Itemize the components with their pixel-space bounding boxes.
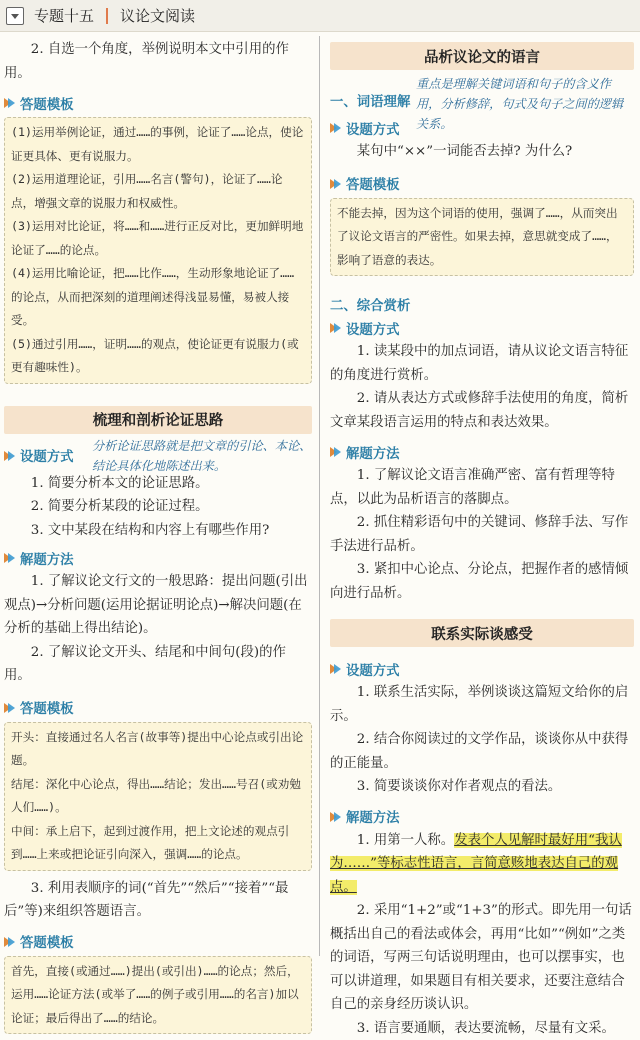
section-band-feeling: 联系实际谈感受 xyxy=(330,619,634,647)
ask-item: 3. 文中某段在结构和内容上有哪些作用? xyxy=(4,519,312,543)
dropdown-icon[interactable] xyxy=(6,7,24,25)
ask-item: 3. 简要谈谈你对作者观点的看法。 xyxy=(330,775,634,799)
template-item: 结尾：深化中心论点，得出……结论；发出……号召(或劝勉人们……)。 xyxy=(11,773,305,820)
ask-item: 某句中“××”一词能否去掉? 为什么? xyxy=(330,140,634,164)
template-item: (3)运用对比论证，将……和……进行正反对比，更加鲜明地论证了……的论点。 xyxy=(11,215,305,262)
question-2: 2. 自选一个角度，举例说明本文中引用的作用。 xyxy=(4,38,312,85)
section-band-argument: 梳理和剖析论证思路 xyxy=(4,406,312,434)
arrow-icon xyxy=(4,450,16,462)
left-column xyxy=(4,36,312,1034)
column-divider xyxy=(319,36,320,956)
method-heading: 解题方法 xyxy=(330,440,634,464)
sec1-row xyxy=(330,74,634,124)
ask-item: 1. 简要分析本文的论证思路。 xyxy=(4,472,312,496)
method-heading-2: 解题方法 xyxy=(330,805,634,829)
template-heading: 答题模板 xyxy=(330,172,634,196)
section-band-language: 品析议论文的语言 xyxy=(330,42,634,70)
ask-heading-3: 设题方式 xyxy=(330,657,634,681)
template-item: 不能去掉，因为这个词语的使用，强调了……，从而突出了议论文语言的严密性。如果去掉，意思就变成了……，影响了语意的表达。 xyxy=(337,202,627,273)
section-title: 议论文阅读 xyxy=(120,5,195,26)
right-column xyxy=(330,36,634,1040)
template-heading-3: 答题模板 xyxy=(4,930,312,954)
method-item: 3. 紧扣中心论点、分论点，把握作者的感情倾向进行品析。 xyxy=(330,558,634,605)
template-box-language xyxy=(330,198,634,277)
title-separator xyxy=(106,8,108,24)
template-heading-2: 答题模板 xyxy=(4,696,312,720)
handwritten-note: 分析论证思路就是把文章的引论、本论、结论具体化地陈述出来。 xyxy=(92,436,314,476)
template-box-1 xyxy=(4,117,312,384)
method-item: 1. 了解议论文语言准确严密、富有哲理等特点，以此为品析语言的落脚点。 xyxy=(330,464,634,511)
template-item: 首先，直接(或通过……)提出(或引出)……的论点；然后，运用……论证方法(或举了……的例子或引用……的名言)加以论证；最后得出了……的结论。 xyxy=(11,960,305,1031)
method-item: 2. 采用“1+2”或“1+3”的形式。即先用一句话概括出自己的看法或体会，再用“比如”“例如”之类的词语，写两三句话说明理由，也可以摆事实，也可以讲道理，如果题目有相关要求，还要注意结合自己的亲身经历谈认识。 xyxy=(330,899,634,1017)
ask-heading: 设题方式 xyxy=(330,116,634,140)
arrow-icon xyxy=(330,663,342,675)
template-item: 开头：直接通过名人名言(故事等)提出中心论点或引出论题。 xyxy=(11,726,305,773)
sub-heading-word: 一、词语理解 xyxy=(330,88,410,112)
template-item: (4)运用比喻论证，把……比作……，生动形象地论证了……的论点，从而把深刻的道理阐述得浅显易懂，易被人接受。 xyxy=(11,262,305,333)
template-item: 中间：承上启下，起到过渡作用，把上文论述的观点引到……上来或把论证引向深入，强调……的论点。 xyxy=(11,820,305,867)
method-item: 2. 抓住精彩语句中的关键词、修辞手法、写作手法进行品析。 xyxy=(330,511,634,558)
arrow-icon xyxy=(330,811,342,823)
method-item xyxy=(330,829,634,900)
method-heading: 解题方法 xyxy=(4,546,312,570)
ask-heading: 设题方式 xyxy=(4,444,74,468)
arrow-icon xyxy=(4,552,16,564)
arrow-icon xyxy=(330,178,342,190)
method-item: 3. 利用表顺序的词(“首先”“然后”“接着”“最后”等)来组织答题语言。 xyxy=(4,877,312,924)
highlighted-text: 发表个人见解时最好用“我认为……”等标志性语言，言简意赅地表达自己的观点。 xyxy=(330,833,622,895)
ask-item: 2. 结合你阅读过的文学作品，谈谈你从中获得的正能量。 xyxy=(330,728,634,775)
arrow-icon xyxy=(330,446,342,458)
template-box-3 xyxy=(4,956,312,1035)
top-bar xyxy=(0,0,640,32)
method-item: 2. 了解议论文开头、结尾和中间句(段)的作用。 xyxy=(4,641,312,688)
chapter-label: 专题十五 xyxy=(34,5,94,26)
method-item: 3. 语言要通顺，表达要流畅，尽量有文采。 xyxy=(330,1017,634,1040)
handwritten-note: 重点是理解关键词语和句子的含义作用，分析修辞，句式及句子之间的逻辑关系。 xyxy=(416,74,632,134)
template-heading: 答题模板 xyxy=(4,91,312,115)
arrow-icon xyxy=(4,936,16,948)
arrow-icon xyxy=(330,322,342,334)
arrow-icon xyxy=(330,122,342,134)
sub-heading-overall: 二、综合赏析 xyxy=(330,292,634,316)
ask-item: 2. 请从表达方式或修辞手法使用的角度，简析文章某段语言运用的特点和表达效果。 xyxy=(330,387,634,434)
template-item: (1)运用举例论证，通过……的事例，论证了……论点，使论证更具体、更有说服力。 xyxy=(11,121,305,168)
template-item: (5)通过引用……，证明……的观点，使论证更有说服力(或更有趣味性)。 xyxy=(11,333,305,380)
ask-item: 2. 简要分析某段的论证过程。 xyxy=(4,495,312,519)
ask-heading-2: 设题方式 xyxy=(330,316,634,340)
arrow-icon xyxy=(4,97,16,109)
method-first-person: 1. 用第一人称。 xyxy=(357,833,454,848)
method-item: 1. 了解议论文行文的一般思路：提出问题(引出观点)→分析问题(运用论据证明论点)→解决问题(在分析的基础上得出结论)。 xyxy=(4,570,312,641)
ask-heading-row xyxy=(4,440,312,470)
arrow-icon xyxy=(4,702,16,714)
ask-item: 1. 联系生活实际，举例谈谈这篇短文给你的启示。 xyxy=(330,681,634,728)
ask-item: 1. 读某段中的加点词语，请从议论文语言特征的角度进行赏析。 xyxy=(330,340,634,387)
template-item: (2)运用道理论证，引用……名言(警句)，论证了……论点，增强文章的说服力和权威性。 xyxy=(11,168,305,215)
template-box-2 xyxy=(4,722,312,871)
